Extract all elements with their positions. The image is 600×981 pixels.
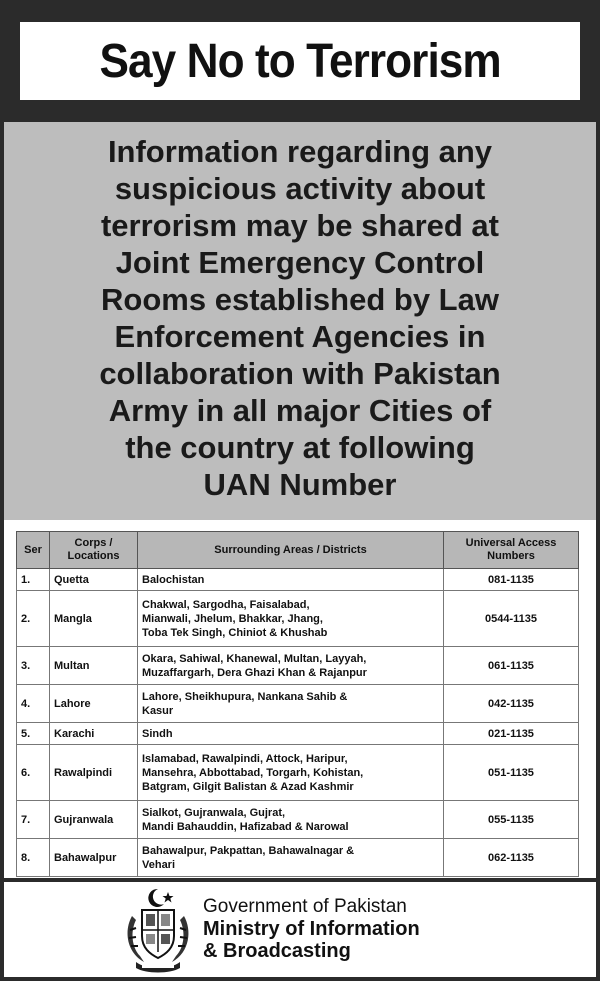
table-header-row <box>17 532 579 569</box>
row-corps-location: Bahawalpur <box>50 839 138 877</box>
header-uan-line: Numbers <box>487 550 535 562</box>
table-row <box>17 591 579 647</box>
row-uan-number: 042-1135 <box>444 685 579 723</box>
row-areas <box>138 723 444 745</box>
row-serial: 8. <box>17 839 50 877</box>
info-message <box>30 133 570 503</box>
row-corps-location: Quetta <box>50 569 138 591</box>
table-row <box>17 839 579 877</box>
pakistan-state-emblem-icon <box>122 886 194 974</box>
ministry-name <box>203 918 483 962</box>
header-uan <box>444 532 579 569</box>
table-row <box>17 647 579 685</box>
title-banner <box>0 0 600 122</box>
info-line: Enforcement Agencies in <box>114 319 486 354</box>
info-line: Information regarding any <box>107 134 493 169</box>
header-areas: Surrounding Areas / Districts <box>138 532 444 569</box>
row-uan-number: 081-1135 <box>444 569 579 591</box>
row-uan-number: 062-1135 <box>444 839 579 877</box>
row-areas <box>138 647 444 685</box>
row-corps-location: Karachi <box>50 723 138 745</box>
header-corps-line: Corps / <box>74 537 113 549</box>
table-row <box>17 685 579 723</box>
row-uan-number: 055-1135 <box>444 801 579 839</box>
row-uan-number: 061-1135 <box>444 647 579 685</box>
row-areas <box>138 745 444 801</box>
row-uan-number: 021-1135 <box>444 723 579 745</box>
row-areas <box>138 801 444 839</box>
row-area-line: Balochistan <box>142 573 205 586</box>
row-serial: 3. <box>17 647 50 685</box>
row-area-line: Sialkot, Gujranwala, Gujrat, <box>142 806 286 819</box>
row-area-line: Sindh <box>142 727 173 740</box>
table-body <box>17 569 579 877</box>
info-line: Army in all major Cities of <box>108 393 492 428</box>
row-area-line: Vehari <box>142 858 176 871</box>
table-row <box>17 723 579 745</box>
info-line: Rooms established by Law <box>101 282 499 317</box>
row-serial: 5. <box>17 723 50 745</box>
row-area-line: Chakwal, Sargodha, Faisalabad, <box>142 598 310 611</box>
row-area-line: Kasur <box>142 704 174 717</box>
info-line: terrorism may be shared at <box>100 208 499 243</box>
ministry-line: Ministry of Information <box>203 918 420 940</box>
row-area-line: Batgram, Gilgit Balistan & Azad Kashmir <box>142 780 354 793</box>
row-uan-number: 0544-1135 <box>444 591 579 647</box>
row-serial: 2. <box>17 591 50 647</box>
row-uan-number: 051-1135 <box>444 745 579 801</box>
row-corps-location: Multan <box>50 647 138 685</box>
info-line: suspicious activity about <box>114 171 486 206</box>
header-ser: Ser <box>17 532 50 569</box>
row-corps-location: Lahore <box>50 685 138 723</box>
info-line: collaboration with Pakistan <box>99 356 501 391</box>
table-row <box>17 801 579 839</box>
uan-table <box>16 531 579 877</box>
row-serial: 6. <box>17 745 50 801</box>
header-uan-line: Universal Access <box>465 537 557 549</box>
row-areas <box>138 569 444 591</box>
row-corps-location: Rawalpindi <box>50 745 138 801</box>
page-title: Say No to Terrorism <box>99 34 501 88</box>
row-area-line: Islamabad, Rawalpindi, Attock, Haripur, <box>142 752 348 765</box>
table-row <box>17 569 579 591</box>
info-panel <box>0 122 600 520</box>
title-box <box>20 22 580 100</box>
row-area-line: Okara, Sahiwal, Khanewal, Multan, Layyah, <box>142 652 367 665</box>
info-line: the country at following <box>125 430 475 465</box>
row-area-line: Toba Tek Singh, Chiniot & Khushab <box>142 626 328 639</box>
row-corps-location: Mangla <box>50 591 138 647</box>
table-row <box>17 745 579 801</box>
row-areas <box>138 685 444 723</box>
row-serial: 7. <box>17 801 50 839</box>
row-area-line: Lahore, Sheikhupura, Nankana Sahib & <box>142 690 348 703</box>
uan-table-section <box>0 520 600 882</box>
row-area-line: Mianwali, Jhelum, Bhakkar, Jhang, <box>142 612 323 625</box>
row-corps-location: Gujranwala <box>50 801 138 839</box>
ministry-line: & Broadcasting <box>203 940 351 962</box>
row-areas <box>138 591 444 647</box>
row-area-line: Mansehra, Abbottabad, Torgarh, Kohistan, <box>142 766 364 779</box>
info-line: UAN Number <box>203 467 397 502</box>
header-corps-line: Locations <box>67 550 120 562</box>
government-label: Government of Pakistan <box>203 896 407 917</box>
header-corps <box>50 532 138 569</box>
row-area-line: Mandi Bahauddin, Hafizabad & Narowal <box>142 820 349 833</box>
row-area-line: Muzaffargarh, Dera Ghazi Khan & Rajanpur <box>142 666 367 679</box>
row-area-line: Bahawalpur, Pakpattan, Bahawalnagar & <box>142 844 355 857</box>
row-serial: 1. <box>17 569 50 591</box>
row-areas <box>138 839 444 877</box>
info-line: Joint Emergency Control <box>115 245 485 280</box>
footer <box>0 882 600 981</box>
row-serial: 4. <box>17 685 50 723</box>
